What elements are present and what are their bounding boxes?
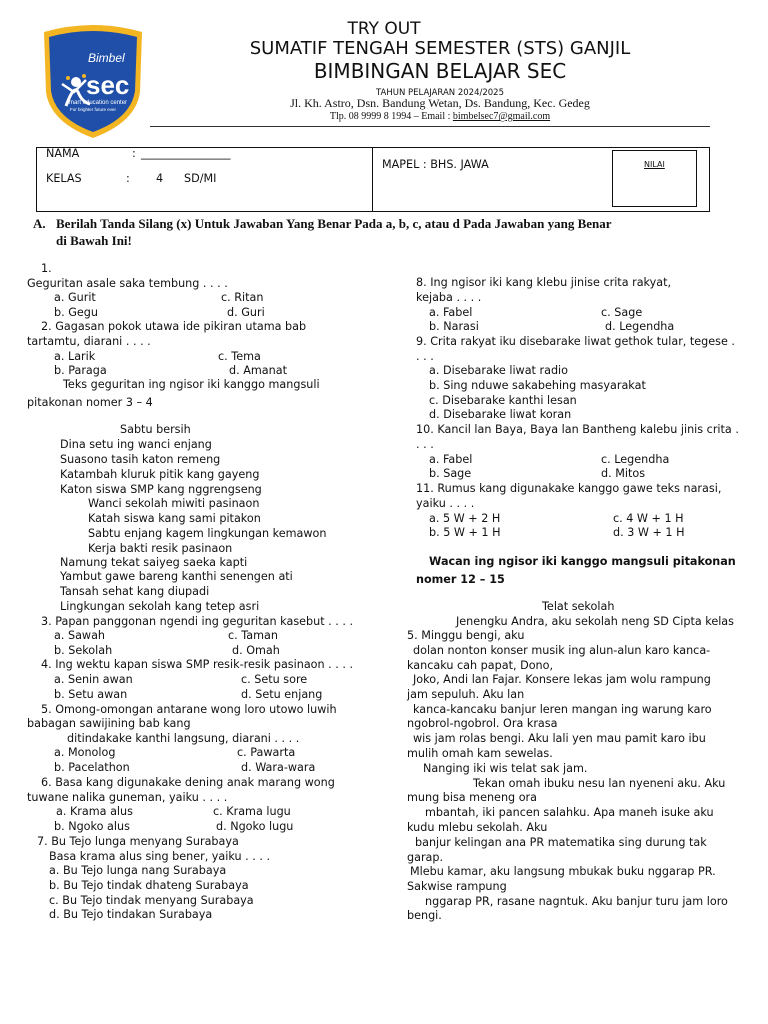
instruction-letter: A. [33, 216, 46, 231]
q5-question: 5. Omong-omongan antarane wong loro utowo luwih [41, 703, 337, 716]
reading-line: nggarap PR, rasane nagntuk. Aku banjur turu jam loro [425, 895, 728, 908]
reading-line: Jenengku Andra, aku sekolah neng SD Cipta kelas [456, 615, 734, 628]
q8-option-a[interactable]: a. Fabel [429, 306, 473, 319]
instruction-line-1: Berilah Tanda Silang (x) Untuk Jawaban Yang Benar Pada a, b, c, atau d Pada Jawaban yang Benar [56, 216, 612, 231]
q3-option-d[interactable]: d. Omah [232, 644, 280, 657]
q1-option-b[interactable]: b. Gegu [54, 306, 98, 319]
logo-text-top: Bimbel [88, 51, 125, 65]
kelas-label: KELAS [46, 172, 82, 185]
reading-line: dolan nonton konser musik ing alun-alun karo kanca- [413, 644, 711, 657]
q2-option-d[interactable]: d. Amanat [229, 364, 287, 377]
q8-option-b[interactable]: b. Narasi [429, 320, 479, 333]
q11-question: 11. Rumus kang digunakake kanggo gawe teks narasi, [416, 482, 722, 495]
q8-option-c[interactable]: c. Sage [601, 306, 643, 319]
poem-line: Yambut gawe bareng kanthi senengen ati [60, 570, 293, 583]
reading-intro-cont: nomer 12 – 15 [416, 573, 505, 586]
poem-line: Katambah kluruk pitik kang gayeng [60, 468, 260, 481]
q3-question: 3. Papan panggonan ngendi ing geguritan kasebut . . . . [41, 615, 354, 628]
poem-line: Katah siswa kang sami pitakon [88, 512, 261, 525]
q2-option-a[interactable]: a. Larik [54, 350, 96, 363]
reading-line: kanca-kancaku banjur leren mangan ing warung karo [413, 703, 712, 716]
q5-question-cont: ditindakake kanthi langsung, diarani . . . . [67, 732, 300, 745]
poem-line: Wanci sekolah miwiti pasinaon [88, 497, 260, 510]
q6-question-cont: tuwane nalika guneman, yaiku . . . . [27, 791, 228, 804]
header-contact [170, 110, 710, 124]
q7-option-b[interactable]: b. Bu Tejo tindak dhateng Surabaya [49, 879, 249, 892]
q1-question: Geguritan asale saka tembung . . . . [27, 277, 228, 290]
q1-option-c[interactable]: c. Ritan [221, 291, 264, 304]
q9-question: 9. Crita rakyat iku disebarake liwat gethok tular, tegese . [416, 335, 735, 348]
logo-text-sub: smart education center [66, 100, 128, 106]
q4-option-d[interactable]: d. Setu enjang [241, 688, 323, 701]
q9-option-b[interactable]: b. Sing nduwe sakabehing masyarakat [429, 379, 646, 392]
poem-line: Dina setu ing wanci enjang [60, 438, 212, 451]
q10-option-d[interactable]: d. Mitos [601, 467, 646, 480]
reading-line: Tekan omah ibuku nesu lan nyeneni aku. Aku [473, 777, 726, 790]
nama-field[interactable]: ________________ [141, 147, 231, 160]
header-year: TAHUN PELAJARAN 2024/2025 [376, 88, 504, 98]
reading-line: jam sepuluh. Aku lan [407, 688, 525, 701]
reading-line: bengi. [407, 909, 442, 922]
reading-line: mbantah, iki pancen salahku. Apa maneh isuke aku [425, 806, 714, 819]
instruction-line-2: di Bawah Ini! [56, 233, 132, 248]
kelas-level: SD/MI [184, 172, 217, 185]
q7-option-c[interactable]: c. Bu Tejo tindak menyang Surabaya [49, 894, 254, 907]
logo-text-tag: For brighter future ever [70, 107, 117, 112]
nilai-label: NILAI [644, 160, 665, 169]
q6-option-d[interactable]: d. Ngoko lugu [216, 820, 294, 833]
poem-line: Lingkungan sekolah kang tetep asri [60, 600, 260, 613]
q5-option-c[interactable]: c. Pawarta [237, 746, 296, 759]
reading-title: Telat sekolah [542, 600, 615, 613]
q11-question-cont: yaiku . . . . [416, 497, 475, 510]
q10-option-a[interactable]: a. Fabel [429, 453, 473, 466]
reading-intro: Wacan ing ngisor iki kanggo mangsuli pitakonan [429, 555, 736, 568]
reading-line: ngobrol-ngobrol. Ora krasa [407, 717, 558, 730]
q9-option-d[interactable]: d. Disebarake liwat koran [429, 408, 572, 421]
q6-option-c[interactable]: c. Krama lugu [213, 805, 291, 818]
q6-option-a[interactable]: a. Krama alus [56, 805, 133, 818]
q8-question-cont: kejaba . . . . [416, 291, 482, 304]
poem-line: Kerja bakti resik pasinaon [88, 542, 233, 555]
reading-line: Sakwise rampung [407, 880, 507, 893]
q6-option-b[interactable]: b. Ngoko alus [54, 820, 130, 833]
reading-line: banjur kelingan ana PR matematika sing durung tak [415, 836, 707, 849]
poem-line: Tansah sehat kang diupadi [60, 585, 210, 598]
q7-option-d[interactable]: d. Bu Tejo tindakan Surabaya [49, 908, 213, 921]
q5-option-b[interactable]: b. Pacelathon [54, 761, 130, 774]
bimbel-sec-logo [36, 22, 150, 140]
reading-line: wis jam rolas bengi. Aku lali yen mau pamit karo ibu [413, 732, 706, 745]
q7-option-a[interactable]: a. Bu Tejo lunga nang Surabaya [49, 864, 227, 877]
q2-option-c[interactable]: c. Tema [218, 350, 261, 363]
contact-phone: Tlp. 08 9999 8 1994 – Email : [329, 111, 453, 122]
q9-option-a[interactable]: a. Disebarake liwat radio [429, 364, 569, 377]
q8-option-d[interactable]: d. Legendha [605, 320, 675, 333]
q7-question: 7. Bu Tejo lunga menyang Surabaya [37, 835, 239, 848]
q1-option-d[interactable]: d. Guri [227, 306, 265, 319]
q4-question: 4. Ing wektu kapan siswa SMP resik-resik pasinaon . . . . [41, 658, 354, 671]
nama-separator: : [132, 147, 136, 160]
q11-option-d[interactable]: d. 3 W + 1 H [613, 526, 685, 539]
q7-question-cont: Basa krama alus sing bener, yaiku . . . . [49, 850, 271, 863]
q5-option-d[interactable]: d. Wara-wara [241, 761, 316, 774]
reading-line: kancaku cah papat, Dono, [407, 659, 554, 672]
q2-option-b[interactable]: b. Paraga [54, 364, 107, 377]
reading-line: 5. Minggu bengi, aku [407, 629, 525, 642]
reading-line: kudu mlebu sekolah. Aku [407, 821, 548, 834]
q10-question: 10. Kancil lan Baya, Baya lan Bantheng kalebu jinis crita . [416, 423, 739, 436]
q11-option-c[interactable]: c. 4 W + 1 H [613, 512, 684, 525]
contact-email-link[interactable]: bimbelsec7@gmail.com [452, 111, 551, 122]
poem-line: Katon siswa SMP kang nggrengseng [60, 483, 262, 496]
q4-option-c[interactable]: c. Setu sore [241, 673, 308, 686]
q10-option-b[interactable]: b. Sage [429, 467, 472, 480]
poem-title: Sabtu bersih [120, 423, 191, 436]
reading-line: garap. [407, 851, 444, 864]
header-title-sts: SUMATIF TENGAH SEMESTER (STS) GANJIL [249, 38, 631, 59]
header-divider [150, 126, 710, 127]
logo-text-main: sec [86, 70, 130, 100]
identity-box [36, 147, 710, 212]
reading-line: mung bisa meneng ora [407, 791, 537, 804]
header-address: Jl. Kh. Astro, Dsn. Bandung Wetan, Ds. Bandung, Kec. Gedeg [290, 96, 590, 110]
identity-box-divider [372, 147, 373, 212]
q6-question: 6. Basa kang digunakake dening anak marang wong [41, 776, 335, 789]
reading-line: Joko, Andi lan Fajar. Konsere lekas jam wolu rampung [413, 673, 711, 686]
q11-option-a[interactable]: a. 5 W + 2 H [429, 512, 501, 525]
q4-option-b[interactable]: b. Setu awan [54, 688, 128, 701]
poem-intro-cont: pitakonan nomer 3 – 4 [27, 396, 153, 409]
q9-question-cont: . . . [416, 350, 434, 363]
q3-option-c[interactable]: c. Taman [228, 629, 278, 642]
q3-option-b[interactable]: b. Sekolah [54, 644, 113, 657]
poem-intro: Teks geguritan ing ngisor iki kanggo mangsuli [63, 378, 320, 391]
poem-line: Namung tekat saiyeg saeka kapti [60, 556, 248, 569]
q2-question-cont: tartamtu, diarani . . . . [27, 335, 151, 348]
poem-line: Suasono tasih katon remeng [60, 453, 221, 466]
poem-line: Sabtu enjang kagem lingkungan kemawon [88, 527, 327, 540]
q1-number: 1. [41, 262, 52, 275]
q10-question-cont: . . . [416, 438, 434, 451]
q5-option-a[interactable]: a. Monolog [54, 746, 116, 759]
q5-question-cont: babagan sawijining bab kang [27, 717, 191, 730]
reading-line: Mlebu kamar, aku langsung mbukak buku nggarap PR. [410, 865, 716, 878]
q1-option-a[interactable]: a. Gurit [54, 291, 96, 304]
kelas-separator: : [126, 172, 130, 185]
reading-line: Nanging iki wis telat sak jam. [423, 762, 588, 775]
q10-option-c[interactable]: c. Legendha [601, 453, 670, 466]
header-title-institution: BIMBINGAN BELAJAR SEC [313, 59, 567, 83]
q8-question: 8. Ing ngisor iki kang klebu jinise crita rakyat, [416, 276, 672, 289]
kelas-number: 4 [156, 172, 164, 185]
q11-option-b[interactable]: b. 5 W + 1 H [429, 526, 501, 539]
q9-option-c[interactable]: c. Disebarake kanthi lesan [429, 394, 577, 407]
mapel-label: MAPEL : BHS. JAWA [382, 158, 489, 171]
q3-option-a[interactable]: a. Sawah [54, 629, 106, 642]
q4-option-a[interactable]: a. Senin awan [54, 673, 133, 686]
q2-question: 2. Gagasan pokok utawa ide pikiran utama bab [41, 320, 307, 333]
header-title-tryout: TRY OUT [347, 19, 421, 39]
nama-label: NAMA [46, 147, 80, 160]
reading-line: mulih omah kam sewelas. [407, 747, 553, 760]
